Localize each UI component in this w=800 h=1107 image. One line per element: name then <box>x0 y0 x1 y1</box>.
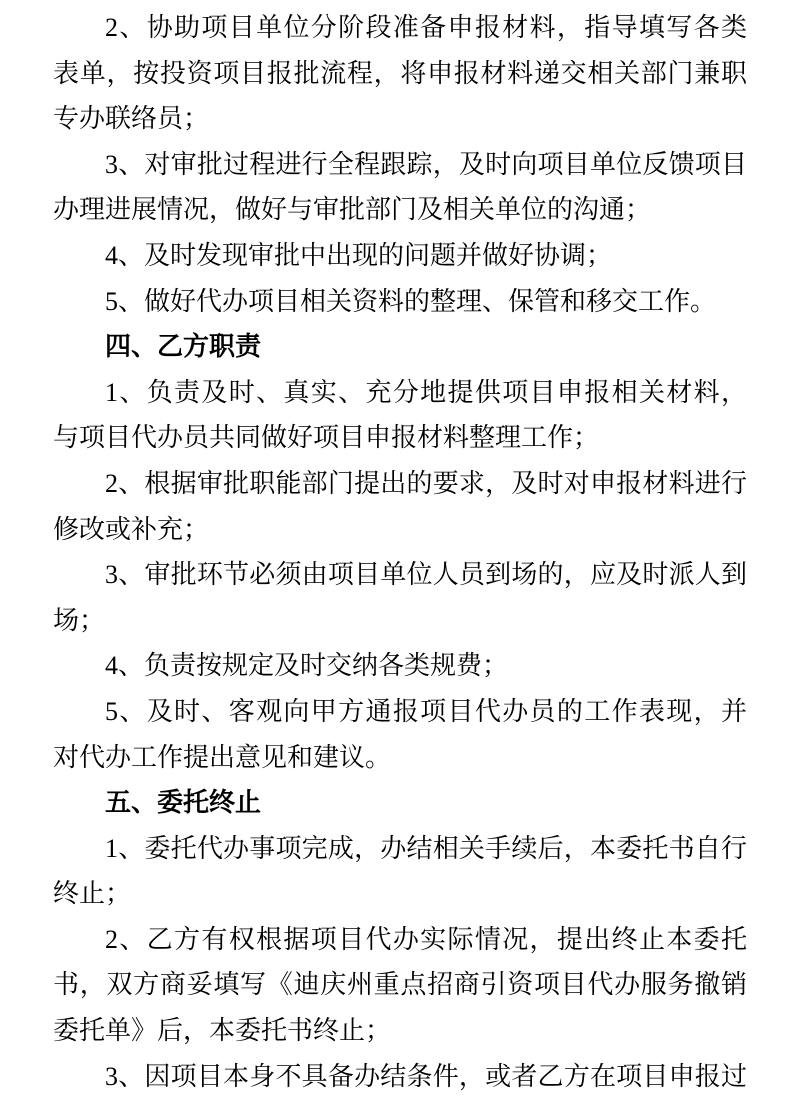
text-line: 修改或补充； <box>53 514 210 544</box>
text-line: 4、及时发现审批中出现的问题并做好协调； <box>105 240 613 270</box>
text-line: 五、委托终止 <box>105 787 262 818</box>
text-line: 对代办工作提出意见和建议。 <box>53 742 392 772</box>
text-line: 1、负责及时、真实、充分地提供项目申报相关材料， <box>105 377 747 407</box>
text-line: 场； <box>53 605 106 635</box>
text-line: 委托单》后，本委托书终止； <box>53 1016 392 1046</box>
text-line: 4、负责按规定及时交纳各类规费； <box>105 651 509 681</box>
text-line: 书，双方商妥填写《迪庆州重点招商引资项目代办服务撤销 <box>53 970 747 1000</box>
paragraph <box>53 279 747 325</box>
text-line: 终止； <box>53 879 132 909</box>
text-line: 1、委托代办事项完成，办结相关手续后，本委托书自行 <box>105 833 747 863</box>
text-line: 办理进展情况，做好与审批部门及相关单位的沟通； <box>53 195 652 225</box>
text-line: 2、协助项目单位分阶段准备申报材料，指导填写各类 <box>105 13 747 42</box>
text-line: 5、做好代办项目相关资料的整理、保管和移交工作。 <box>105 286 717 316</box>
paragraph <box>53 233 747 279</box>
paragraph <box>53 643 747 689</box>
text-line: 四、乙方职责 <box>105 331 262 362</box>
text-line: 表单，按投资项目报批流程，将申报材料递交相关部门兼职 <box>53 58 747 88</box>
text-line: 2、乙方有权根据项目代办实际情况，提出终止本委托 <box>105 924 747 954</box>
text-line: 3、因项目本身不具备办结条件，或者乙方在项目申报过 <box>105 1061 747 1091</box>
text-line: 与项目代办员共同做好项目申报材料整理工作； <box>53 423 600 453</box>
text-line: 3、对审批过程进行全程跟踪，及时向项目单位反馈项目 <box>105 149 747 179</box>
paragraph <box>53 1054 747 1100</box>
section-heading <box>53 780 747 826</box>
paragraph <box>53 461 747 552</box>
text-line: 专办联络员； <box>53 104 210 134</box>
paragraph <box>53 689 747 780</box>
paragraph <box>53 917 747 1054</box>
section-heading <box>53 324 747 370</box>
paragraph <box>53 552 747 643</box>
text-line: 2、根据审批职能部门提出的要求，及时对申报材料进行 <box>105 468 747 498</box>
paragraph <box>53 142 747 233</box>
paragraph <box>53 826 747 917</box>
text-line: 3、审批环节必须由项目单位人员到场的，应及时派人到 <box>105 560 747 590</box>
text-line: 5、及时、客观向甲方通报项目代办员的工作表现，并 <box>105 696 747 726</box>
paragraph <box>53 5 747 142</box>
paragraph <box>53 370 747 461</box>
